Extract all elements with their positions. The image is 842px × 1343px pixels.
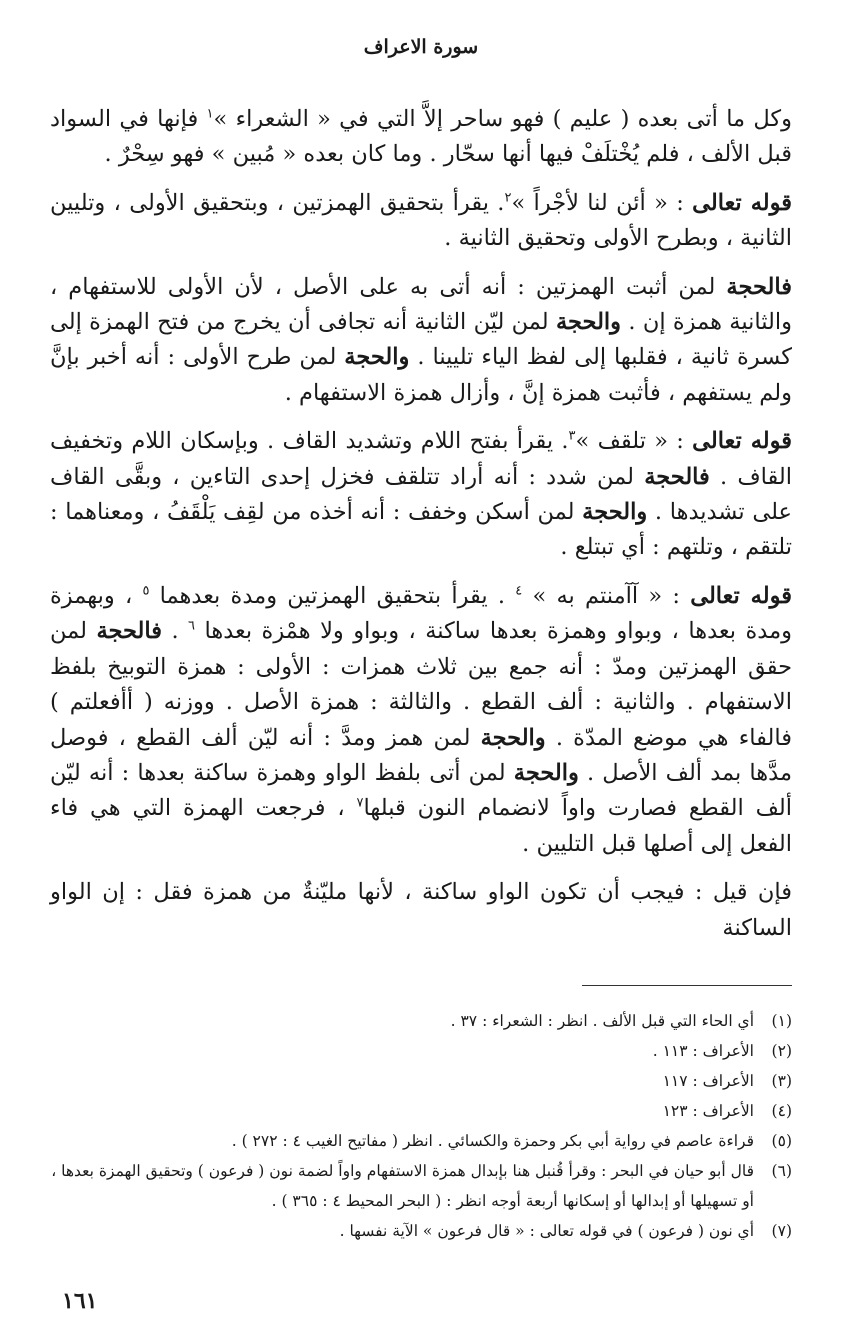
argument-label: فالحجة (644, 463, 710, 490)
text-span: ، وبهمزة ومدة بعدها ، وبواو وهمزة بعدها ساكنة ، وبواو ولا همْزة بعدها (50, 582, 792, 645)
text-span: لمن حقق الهمزتين ومدّ : أنه جمع بين ثلاث همزات : الأولى : همزة التوبيخ بلفظ الاستفهام . والثانية : ألف القطع . والثالثة : همزة الأصل . ووزنه ( أأفعلتم ) فالفاء هي موضع المدّة . (50, 618, 792, 751)
footnote-ref: ٢ (504, 190, 512, 206)
footnote-item (50, 1066, 792, 1096)
verse-label: قوله تعالى (690, 582, 792, 609)
footnote-number: (٢) (771, 1042, 792, 1060)
paragraph-1 (50, 102, 792, 173)
footnote-text: الأعراف : ١١٧ (662, 1072, 754, 1090)
argument-label: والحجة (555, 309, 622, 336)
text-span: . يقرأ بتحقيق الهمزتين ، وبتحقيق الأولى ، وتليين الثانية ، وبطرح الأولى وتحقيق الثانية . (50, 189, 792, 252)
main-text (50, 102, 792, 959)
footnote-number: (٣) (771, 1072, 792, 1090)
text-span: . يقرأ بفتح اللام وتشديد القاف . وبإسكان اللام وتخفيف القاف . (50, 428, 792, 490)
page-header-title: سورة الاعراف (363, 36, 479, 58)
argument-label: والحجة (480, 724, 546, 751)
footnote-text: أي نون ( فرعون ) في قوله تعالى : « قال فرعون » الآية نفسها . (339, 1222, 754, 1240)
text-span: لمن شدد : أنه أراد تتلقف فخزل إحدى التاءين ، وبقَّى القاف على تشديدها . (50, 463, 792, 526)
text-span: : « أئن لنا لأجْراً » (511, 189, 693, 216)
verse-label: قوله تعالى (692, 189, 793, 216)
text-span: لمن أثبت الهمزتين : أنه أتى به على الأصل ، لأن الأولى للاستفهام ، والثانية همزة إن . (50, 273, 793, 336)
paragraph-5 (50, 579, 792, 862)
text-span: لمن همز ومدَّ : أنه ليّن ألف القطع ، فوصل مدَّها بمد ألف الأصل . (50, 724, 793, 786)
footnote-item (50, 1036, 792, 1066)
footnotes-list (50, 1006, 792, 1246)
footnote-ref: ٧ (356, 795, 364, 811)
footnote-item (50, 1006, 792, 1036)
text-span: : « آآمنتم به » (522, 582, 691, 609)
footnote-text: الأعراف : ١٢٣ (662, 1102, 754, 1120)
text-span: وكل ما أتى بعده ( عليم ) فهو ساحر إلاَّ التي في « الشعراء » (213, 106, 792, 132)
page-number: ١٦١ (62, 1288, 98, 1314)
footnote-number: (٥) (771, 1132, 792, 1150)
footnote-text: قال أبو حيان في البحر : وقرأ قُنبل هنا بإبدال همزة الاستفهام واواً لضمة نون ( فرعون ) وتحقيق الهمزة بعدها ، أو تسهيلها أو إبدالها أو إسكانها أربعة أوجه انظر : ( البحر المحيط ٤ : ٣٦٥ ) . (51, 1162, 754, 1210)
footnote-ref: ٥ (142, 583, 150, 599)
paragraph-4 (50, 424, 792, 566)
text-span: . (162, 618, 189, 645)
argument-label: فالحجة (96, 618, 163, 645)
text-span: لمن أتى بلفظ الواو وهمزة ساكنة بعدها : أنه ليّن ألف القطع فصارت واواً لانضمام النون قبلها (50, 759, 792, 822)
footnote-ref: ٦ (188, 618, 196, 634)
footnote-text: قراءة عاصم في رواية أبي بكر وحمزة والكسائي . انظر ( مفاتيح الغيب ٤ : ٢٧٢ ) . (231, 1132, 754, 1150)
text-span: فإنها في السواد قبل الألف ، فلم يُخْتلَفْ فيها أنها سحّار . وما كان بعده « مُبين » فهو سِحْرٌ . (50, 106, 792, 168)
text-span: لمن أسكن وخفف : أنه أخذه من لقِف يَلْقَفُ ، ومعناهما : تلتقم ، وتلتهم : أي تبتلع . (50, 499, 792, 561)
text-span: ، فرجعت الهمزة التي هي فاء الفعل إلى أصلها قبل التليين . (50, 795, 792, 857)
footnote-ref: ١ (206, 106, 214, 122)
footnote-ref: ٤ (515, 583, 523, 599)
argument-label: والحجة (582, 499, 648, 526)
text-span: . يقرأ بتحقيق الهمزتين ومدة بعدهما (149, 582, 516, 609)
footnote-number: (١) (771, 1012, 792, 1030)
text-span: لمن طرح الأولى : أنه أخبر بإنَّ ولم يستفهم ، فأثبت همزة إنَّ ، وأزال همزة الاستفهام . (50, 344, 792, 406)
argument-label: فالحجة (726, 273, 792, 300)
footnote-item (50, 1156, 792, 1216)
argument-label: والحجة (513, 759, 579, 786)
footnote-number: (٤) (771, 1102, 792, 1120)
text-span: فإن قيل : فيجب أن تكون الواو ساكنة ، لأنها مليّنةٌ من همزة فقل : إن الواو الساكنة (50, 879, 792, 941)
verse-label: قوله تعالى (692, 428, 792, 455)
text-span: : « تلقف » (575, 428, 693, 455)
footnote-text: الأعراف : ١١٣ . (652, 1042, 754, 1060)
footnote-text: أي الحاء التي قبل الألف . انظر : الشعراء : ٣٧ . (450, 1012, 754, 1030)
footnote-item (50, 1096, 792, 1126)
footnote-ref: ٣ (568, 428, 576, 444)
paragraph-3 (50, 270, 792, 412)
paragraph-6 (50, 875, 792, 946)
footnote-number: (٦) (771, 1162, 792, 1180)
footnote-number: (٧) (771, 1222, 792, 1240)
paragraph-2 (50, 186, 792, 257)
argument-label: والحجة (344, 344, 410, 371)
footnote-item (50, 1126, 792, 1156)
footnote-item (50, 1216, 792, 1246)
footnote-divider (582, 985, 792, 986)
text-span: لمن ليّن الثانية أنه تجافى أن يخرج من فتح الهمزة إلى كسرة ثانية ، فقلبها إلى لفظ الياء تليينا . (50, 309, 793, 371)
